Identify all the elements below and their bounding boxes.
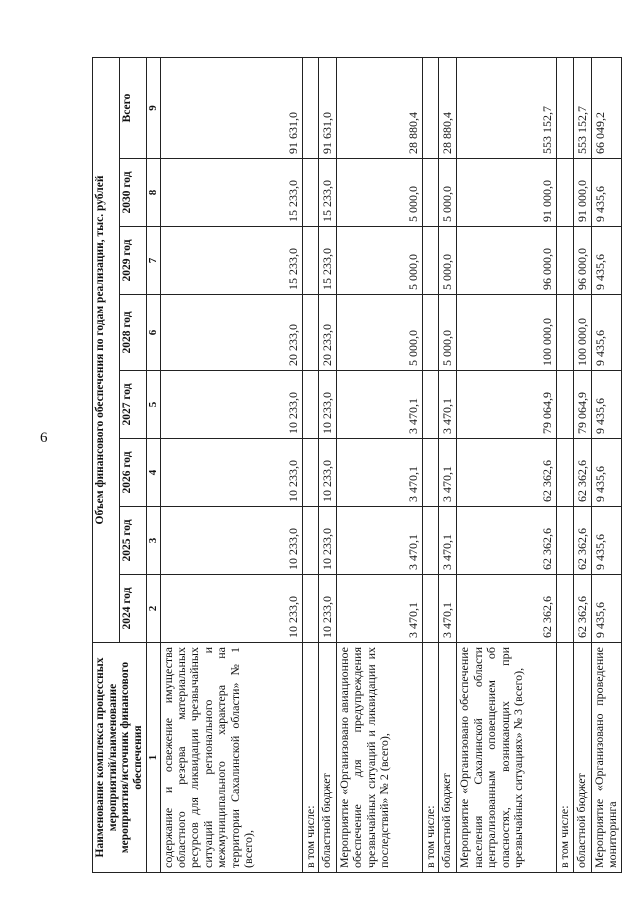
row-value: 62 362,6 [573, 575, 591, 643]
row-value [302, 227, 318, 295]
row-value: 5 000,0 [439, 227, 457, 295]
row-value: 5 000,0 [439, 295, 457, 371]
header-group: Объем финансового обеспечения по годам реализации, тыс. рублей [93, 57, 120, 642]
column-number: 3 [146, 507, 160, 575]
row-value: 9 435,6 [591, 575, 621, 643]
row-name: Мероприятие «Организовано проведение мониторинга [591, 643, 621, 873]
row-value: 79 064,9 [457, 371, 557, 439]
row-value: 3 470,1 [337, 575, 423, 643]
row-value: 20 233,0 [160, 295, 302, 371]
row-value: 15 233,0 [160, 159, 302, 227]
row-value: 9 435,6 [591, 371, 621, 439]
row-value: 91 000,0 [457, 159, 557, 227]
table-row [302, 57, 318, 872]
row-value: 9 435,6 [591, 295, 621, 371]
table-row [439, 57, 457, 872]
column-number: 6 [146, 295, 160, 371]
row-value: 66 049,2 [591, 57, 621, 158]
table-row [457, 57, 557, 872]
row-value: 96 000,0 [457, 227, 557, 295]
row-value: 10 233,0 [319, 439, 337, 507]
row-value: 10 233,0 [319, 371, 337, 439]
header-total: Всего [119, 57, 146, 158]
row-value [423, 159, 439, 227]
row-value: 3 470,1 [439, 507, 457, 575]
row-value [302, 295, 318, 371]
row-value: 553 152,7 [573, 57, 591, 158]
row-value: 100 000,0 [457, 295, 557, 371]
row-value: 79 064,9 [573, 371, 591, 439]
row-value [302, 575, 318, 643]
row-value [423, 507, 439, 575]
row-value: 553 152,7 [457, 57, 557, 158]
row-value: 3 470,1 [337, 439, 423, 507]
row-value [557, 439, 573, 507]
row-name: областной бюджет [573, 643, 591, 873]
row-value [302, 57, 318, 158]
row-value [302, 159, 318, 227]
column-number: 7 [146, 227, 160, 295]
financing-table [92, 57, 622, 873]
header-year: 2029 год [119, 227, 146, 295]
row-value: 62 362,6 [457, 507, 557, 575]
column-number: 4 [146, 439, 160, 507]
column-number: 1 [146, 643, 160, 873]
row-name: в том числе: [557, 643, 573, 873]
row-value: 3 470,1 [337, 371, 423, 439]
row-name: областной бюджет [319, 643, 337, 873]
row-value: 15 233,0 [160, 227, 302, 295]
row-value [423, 295, 439, 371]
header-year: 2030 год [119, 159, 146, 227]
row-value: 3 470,1 [439, 439, 457, 507]
row-value: 91 631,0 [160, 57, 302, 158]
column-number: 2 [146, 575, 160, 643]
row-value [423, 57, 439, 158]
row-value: 9 435,6 [591, 507, 621, 575]
table-row [423, 57, 439, 872]
row-value: 3 470,1 [337, 507, 423, 575]
row-value [423, 371, 439, 439]
column-number: 8 [146, 159, 160, 227]
row-value: 91 000,0 [573, 159, 591, 227]
row-value: 9 435,6 [591, 159, 621, 227]
header-year: 2025 год [119, 507, 146, 575]
row-value [557, 371, 573, 439]
header-year: 2026 год [119, 439, 146, 507]
row-value: 10 233,0 [160, 507, 302, 575]
table-row [573, 57, 591, 872]
row-value: 91 631,0 [319, 57, 337, 158]
row-name: в том числе: [302, 643, 318, 873]
row-value [302, 371, 318, 439]
row-value [302, 439, 318, 507]
row-value: 9 435,6 [591, 439, 621, 507]
row-value: 5 000,0 [337, 227, 423, 295]
row-value [423, 227, 439, 295]
row-value: 10 233,0 [160, 439, 302, 507]
row-value: 5 000,0 [337, 295, 423, 371]
row-value: 9 435,6 [591, 227, 621, 295]
row-value: 10 233,0 [319, 507, 337, 575]
row-value: 5 000,0 [337, 159, 423, 227]
row-value: 10 233,0 [160, 371, 302, 439]
row-value [557, 227, 573, 295]
row-value: 28 880,4 [439, 57, 457, 158]
table-row [591, 57, 621, 872]
row-value: 28 880,4 [337, 57, 423, 158]
table-row [337, 57, 423, 872]
column-number: 5 [146, 371, 160, 439]
row-value [423, 575, 439, 643]
table-rotated-wrapper [92, 58, 620, 873]
table-row [557, 57, 573, 872]
row-value: 15 233,0 [319, 159, 337, 227]
row-value [557, 507, 573, 575]
row-value [557, 295, 573, 371]
row-value: 10 233,0 [319, 575, 337, 643]
header-year: 2024 год [119, 575, 146, 643]
row-name: в том числе: [423, 643, 439, 873]
row-name: областной бюджет [439, 643, 457, 873]
row-value: 3 470,1 [439, 371, 457, 439]
row-value: 15 233,0 [319, 227, 337, 295]
row-value [557, 159, 573, 227]
row-value: 100 000,0 [573, 295, 591, 371]
column-number: 9 [146, 57, 160, 158]
row-value: 20 233,0 [319, 295, 337, 371]
header-name: Наименование комплекса процессных мероприятий/наименование мероприятия/источник финансового обеспечения [93, 643, 147, 873]
row-value: 96 000,0 [573, 227, 591, 295]
header-year: 2028 год [119, 295, 146, 371]
row-value: 5 000,0 [439, 159, 457, 227]
row-value: 62 362,6 [573, 439, 591, 507]
row-value [302, 507, 318, 575]
row-value: 3 470,1 [439, 575, 457, 643]
table-rotated [92, 58, 620, 873]
page-number: 6 [40, 430, 48, 446]
row-name: Мероприятие «Организовано авиационное обеспечение для предупреждения чрезвычайных ситуаций и ликвидации их последствий» № 2 (всего), [337, 643, 423, 873]
row-name: Мероприятие «Организовано обеспечение населения Сахалинской области централизованным оповещением об опасностях, возникающих при чрезвычайных ситуациях» № 3 (всего), [457, 643, 557, 873]
row-value [557, 575, 573, 643]
row-value: 62 362,6 [457, 439, 557, 507]
row-value [423, 439, 439, 507]
row-value [557, 57, 573, 158]
header-year: 2027 год [119, 371, 146, 439]
row-value: 62 362,6 [457, 575, 557, 643]
table-row [160, 57, 302, 872]
row-name: содержание и освежение имущества областного резерва материальных ресурсов для ликвидации чрезвычайных ситуаций регионального и межмуниципального характера на территории Сахалинской области» № 1 (всего), [160, 643, 302, 873]
row-value: 10 233,0 [160, 575, 302, 643]
table-row [319, 57, 337, 872]
row-value: 62 362,6 [573, 507, 591, 575]
